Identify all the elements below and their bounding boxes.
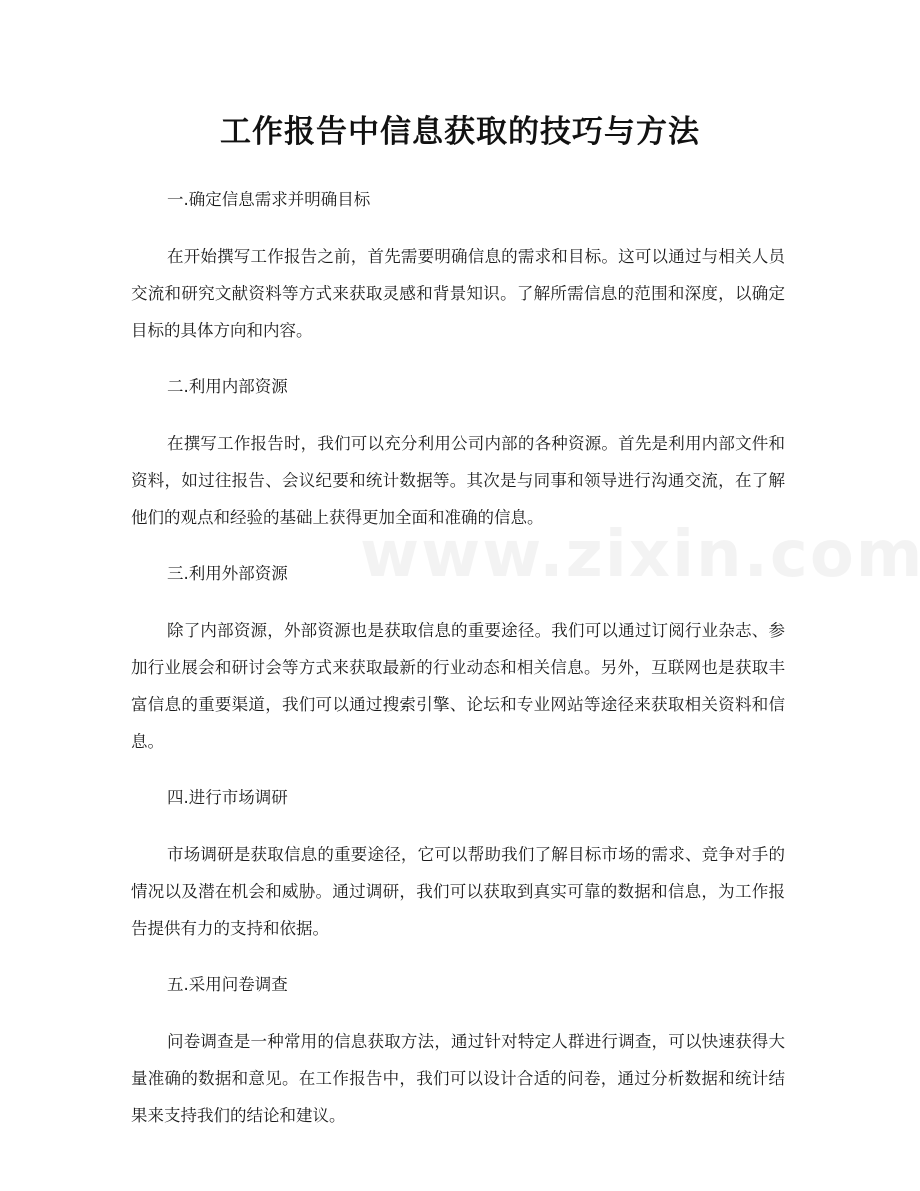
section-heading-1: 一.确定信息需求并明确目标 [167, 190, 371, 209]
section-heading-4: 四.进行市场调研 [167, 788, 288, 807]
section-paragraph-4: 市场调研是获取信息的重要途径，它可以帮助我们了解目标市场的需求、竞争对手的情况以及潜在机会和威胁。通过调研，我们可以获取到真实可靠的数据和信息，为工作报告提供有力的支持和依据。 [131, 845, 785, 938]
section-paragraph-5: 问卷调查是一种常用的信息获取方法，通过针对特定人群进行调查，可以快速获得大量准确的数据和意见。在工作报告中，我们可以设计合适的问卷，通过分析数据和统计结果来支持我们的结论和建议。 [131, 1032, 785, 1125]
document-title: 工作报告中信息获取的技巧与方法 [220, 114, 700, 150]
document-body [131, 182, 785, 1154]
section-paragraph-2: 在撰写工作报告时，我们可以充分利用公司内部的各种资源。首先是利用内部文件和资料，如过往报告、会议纪要和统计数据等。其次是与同事和领导进行沟通交流，在了解他们的观点和经验的基础上获得更加全面和准确的信息。 [131, 434, 785, 527]
section-heading-3: 三.利用外部资源 [167, 564, 288, 583]
section-paragraph-1: 在开始撰写工作报告之前，首先需要明确信息的需求和目标。这可以通过与相关人员交流和研究文献资料等方式来获取灵感和背景知识。了解所需信息的范围和深度，以确定目标的具体方向和内容。 [131, 247, 785, 340]
section-heading-5: 五.采用问卷调查 [167, 975, 288, 994]
section-heading-2: 二.利用内部资源 [167, 377, 288, 396]
section-paragraph-3: 除了内部资源，外部资源也是获取信息的重要途径。我们可以通过订阅行业杂志、参加行业展会和研讨会等方式来获取最新的行业动态和相关信息。另外，互联网也是获取丰富信息的重要渠道，我们可以通过搜索引擎、论坛和专业网站等途径来获取相关资料和信息。 [131, 621, 785, 751]
